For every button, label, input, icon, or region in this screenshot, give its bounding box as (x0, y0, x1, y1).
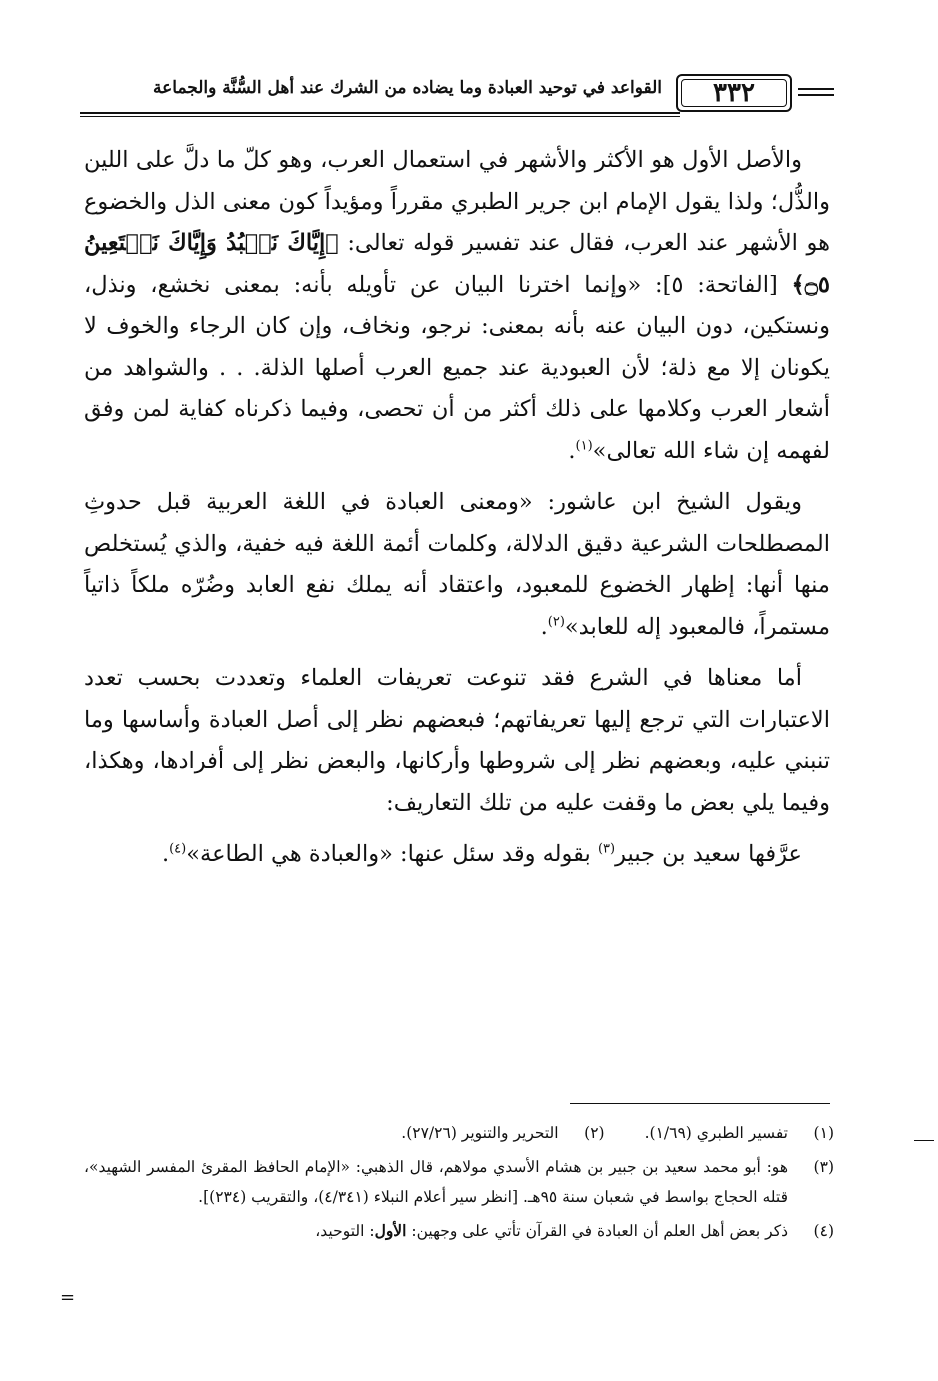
footnotes-row-1 (84, 1118, 834, 1152)
paragraph-4-text-a: عرَّفها سعيد بن جبير (615, 841, 802, 867)
footnote-3-number: (٣) (813, 1158, 834, 1176)
period: . (568, 437, 576, 464)
footnotes (84, 1118, 834, 1250)
footnote-3-text: هو: أبو محمد سعيد بن جبير بن هشام الأسدي مولاهم، قال الذهبي: «الإمام الحافظ المقرئ المفسر الشهيد»، قتله الحجاج بواسط في شعبان سنة ٩٥هـ. [انظر سير أعلام النبلاء (٤/٣٤١)، والتقريب (٢٣٤)]. (84, 1158, 788, 1206)
footnote-ref-1[interactable]: (١) (575, 438, 593, 453)
paragraph-1-text-a: والأصل الأول هو الأكثر والأشهر في استعمال العرب، وهو كلّ ما دلَّ على اللين والذُّل؛ ولذا يقول الإمام ابن جرير الطبري مقرراً ومؤيداً كون معنى الذل والخضوع هو الأشهر عند العرب، فقال عند تفسير قوله تعالى: (84, 147, 830, 256)
header-ornament-line (798, 88, 834, 96)
footnote-4-text (84, 1216, 788, 1246)
footnote-1-text: تفسير الطبري (١/٦٩). (644, 1124, 788, 1142)
paragraph-4 (84, 834, 830, 876)
running-title: القواعد في توحيد العبادة وما يضاده من الشرك عند أهل السُّنَّة والجماعة (153, 78, 662, 98)
footnote-ref-2[interactable]: (٢) (547, 614, 565, 629)
paragraph-2-text: ويقول الشيخ ابن عاشور: «ومعنى العبادة في اللغة العربية قبل حدوثِ المصطلحات الشرعية دقيق الدلالة، وكلمات أئمة اللغة فيه خفية، والذي يُستخلص منها أنها: إظهار الخضوع للمعبود، واعتقاد أنه يملك نفع العابد وضُرّه ملكاً ذاتياً مستمراً، فالمعبود إله للعابد» (84, 489, 830, 640)
continuation-mark: = (60, 1287, 76, 1308)
paragraph-4-text-b: بقوله وقد سئل عنها: «والعبادة هي الطاعة» (186, 841, 598, 867)
footnote-2-number: (٢) (584, 1124, 605, 1142)
footnote-2-text: التحرير والتنوير (٢٧/٢٦). (401, 1124, 559, 1142)
footnote-2 (401, 1118, 604, 1148)
page-header (80, 74, 834, 114)
paragraph-1 (84, 140, 830, 472)
footnote-1 (645, 1118, 834, 1148)
footnote-4-number: (٤) (813, 1222, 834, 1240)
paragraph-1-text-b: [الفاتحة: ٥]: «وإنما اخترنا البيان عن تأويله بأنه: بمعنى نخشع، ونذل، ونستكين، دون البيان عنه بأنه بمعنى: نرجو، ونخاف، وإن كان الرجاء والخوف لا يكونان إلا مع ذلة؛ لأن العبودية عند جميع العرب أصلها الذلة. . . والشواهد من أشعار العرب وكلامها على ذلك أكثر من أن تحصى، وفيما ذكرناه كفاية لمن وفق لفهمه إن شاء الله تعالى» (84, 271, 830, 464)
header-rule (80, 112, 680, 117)
page-number-frame (676, 74, 792, 112)
footnote-ref-3[interactable]: (٣) (597, 841, 616, 857)
margin-tick (914, 1140, 934, 1141)
footnote-1-number: (١) (813, 1124, 834, 1142)
paragraph-2 (84, 482, 830, 648)
footnote-ref-4[interactable]: (٤) (169, 841, 187, 857)
page-number: ٣٣٢ (713, 78, 755, 108)
footnote-4-bold: الأول (374, 1221, 407, 1240)
quran-verse: ﴿إِيَّاكَ نَعۡبُدُ وَإِيَّاكَ نَسۡتَعِينُ ۝٥﴾ (84, 230, 830, 298)
footnote-separator (570, 1103, 830, 1104)
footnote-3 (84, 1152, 834, 1212)
period: . (161, 841, 170, 867)
paragraph-3 (84, 658, 830, 824)
main-text (84, 140, 830, 886)
period: . (540, 613, 548, 640)
footnote-4 (84, 1216, 834, 1246)
footnote-4-text-b: : التوحيد، (315, 1222, 375, 1240)
paragraph-3-text: أما معناها في الشرع فقد تنوعت تعريفات العلماء وتعددت بحسب تعدد الاعتبارات التي ترجع إليها تعريفاتهم؛ فبعضهم نظر إلى أصل العبادة وأساسها وما تنبني عليه، وبعضهم نظر إلى شروطها وأركانها، والبعض نظر إلى أفرادها، وهكذا، وفيما يلي بعض ما وقفت عليه من تلك التعاريف: (84, 665, 830, 816)
footnote-4-text-a: ذكر بعض أهل العلم أن العبادة في القرآن تأتي على وجهين: (406, 1222, 788, 1240)
